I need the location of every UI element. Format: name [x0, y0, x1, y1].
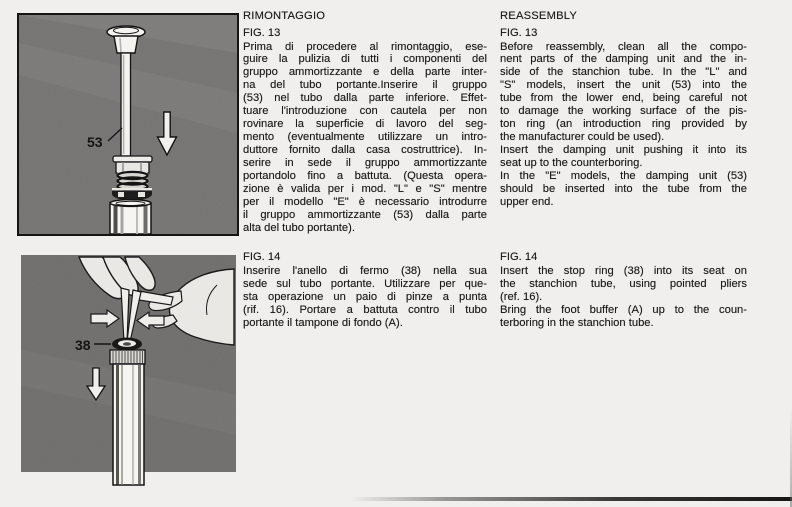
italian-fig13-section: [243, 9, 487, 235]
english-fig13-heading: FIG. 13: [500, 26, 538, 39]
page-bottom-edge-shadow: [350, 497, 792, 501]
stanchion-tube-drawing-2: [110, 350, 145, 485]
english-title: REASSEMBLY: [500, 10, 578, 22]
italian-title: RIMONTAGGIO: [243, 10, 326, 22]
fig13-illustration: [17, 13, 239, 236]
part-number-38: 38: [75, 337, 91, 353]
english-fig14-section: [500, 250, 747, 330]
english-fig13-section: [500, 9, 747, 209]
italian-fig14-heading: FIG. 14: [243, 251, 281, 263]
italian-fig13-body: Prima di procedere al rimontaggio, ese- guire la pulizia di tutti i componenti del gruppo ammortizzante e della parte inter- na del tubo portante.Inserire il gruppo (53) nel tubo dalla parte inferiore. Effet- tuare l'introduzione con cautela per non rovinare la superficie di lavoro del seg- mento (eventualmente utilizzare un intro- duttore fornito dalla casa costruttrice). In- serire in sede il gruppo ammortizzante portandolo fino a battuta. (Questa opera- zione è valida per i mod. "L" e "S" mentre per il modello "E" è necessario introdurre il gruppo ammortizzante (53) dalla parte alta del tubo portante).: [243, 40, 487, 234]
english-fig14-body: Insert the stop ring (38) into its seat on the stanchion tube, using pointed pliers (ref. 16). Bring the foot buffer (A) up to the coun- terboring in the stanchion tube.: [500, 265, 747, 329]
italian-fig14-section: [243, 250, 487, 330]
italian-fig14-body: Inserire l'anello di fermo (38) nella sua sede sul tubo portante. Utilizzare per que- sta operazione un paio di pinze a punta (rif. 16). Portare a battuta contro il tubo portante il tampone di fondo (A).: [243, 265, 487, 329]
english-fig13-body: Before reassembly, clean all the compo- nent parts of the damping unit and the in- side of the stanchion tube. In the "L" and "S" models, insert the unit (53) into the tube from the lower end, being careful not to damage the working surface of the pis- ton ring (an introduction ring provided by the manufacturer could be used). Insert the damping unit pushing it into its seat up to the counterboring. In the "E" models, the damping unit (53) should be inserted into the tube from the upper end.: [500, 40, 747, 208]
english-fig14-heading: FIG. 14: [500, 251, 538, 263]
part-number-53: 53: [87, 134, 103, 150]
italian-fig13-heading: FIG. 13: [243, 26, 281, 39]
stop-ring-drawing: [112, 338, 142, 351]
fig13-drawing: [19, 15, 237, 234]
fig14-illustration: [21, 255, 232, 468]
piston-group-drawing: [112, 156, 152, 201]
stanchion-tube-drawing: [110, 200, 151, 234]
fig14-drawing: [21, 255, 236, 488]
